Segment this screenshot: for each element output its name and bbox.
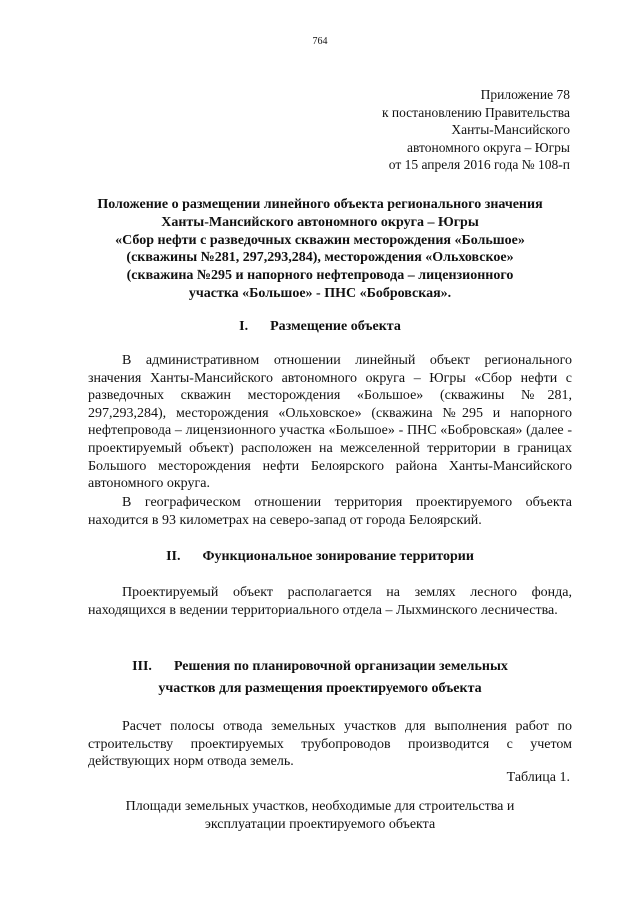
- appendix-line: от 15 апреля 2016 года № 108-п: [388, 157, 570, 173]
- section-heading-3: [60, 656, 580, 700]
- appendix-block: [382, 86, 570, 174]
- table-label: Таблица 1.: [506, 770, 570, 785]
- section-number: III.: [132, 659, 152, 674]
- appendix-line: к постановлению Правительства: [381, 104, 570, 120]
- appendix-line: Приложение 78: [480, 87, 570, 102]
- title-line: (скважины №281, 297,293,284), месторождения «Ольховское»: [126, 250, 514, 266]
- title-line: «Сбор нефти с разведочных скважин месторождения «Большое»: [115, 232, 525, 248]
- document-title: [60, 196, 580, 303]
- title-line: Ханты-Мансийского автономного округа – Югры: [161, 214, 479, 230]
- section-title: Размещение объекта: [270, 319, 401, 334]
- caption-line: Площади земельных участков, необходимые для строительства и: [125, 799, 515, 814]
- title-line: Положение о размещении линейного объекта регионального значения: [97, 197, 543, 212]
- paragraph: Проектируемый объект располагается на землях лесного фонда, находящихся в ведении территориального отдела – Лыхминского лесничества.: [88, 585, 572, 618]
- page-number: 764: [312, 36, 328, 47]
- table-caption: [60, 798, 580, 834]
- section-title: участков для размещения проектируемого объекта: [158, 681, 482, 696]
- appendix-line: автономного округа – Югры: [407, 139, 570, 155]
- title-line: участка «Большое» - ПНС «Бобровская».: [188, 285, 452, 301]
- title-line: (скважина №295 и напорного нефтепровода – лицензионного: [126, 268, 514, 284]
- paragraph: В административном отношении линейный объект регионального значения Ханты-Мансийского автономного округа – Югры «Сбор нефти с разведочных скважин месторождения «Большое» (скважины №281, 297,293,284), месторождения «Ольховское» (скважина №295 и напорного нефтепровода – лицензионного участка «Большое» - ПНС «Бобровская» (далее - проектируемый объект) расположен на межселенной территории в границах Большого месторождения нефти Белоярского района Ханты-Мансийского автономного округа.: [88, 353, 572, 492]
- section-heading-2: [60, 546, 580, 568]
- paragraph: Расчет полосы отвода земельных участков для выполнения работ по строительству проектируемых трубопроводов производится с учетом действующих норм отвода земель.: [88, 719, 572, 770]
- paragraph: В географическом отношении территория проектируемого объекта находится в 93 километрах на северо-запад от города Белоярский.: [88, 495, 572, 528]
- section-title: Решения по планировочной организации земельных: [173, 659, 508, 674]
- section-number: I.: [239, 319, 249, 334]
- section-heading-1: [60, 316, 580, 338]
- section-number: II.: [166, 549, 181, 564]
- caption-line: эксплуатации проектируемого объекта: [204, 817, 436, 832]
- section-title: Функциональное зонирование территории: [202, 549, 474, 564]
- appendix-line: Ханты-Мансийского: [451, 122, 570, 138]
